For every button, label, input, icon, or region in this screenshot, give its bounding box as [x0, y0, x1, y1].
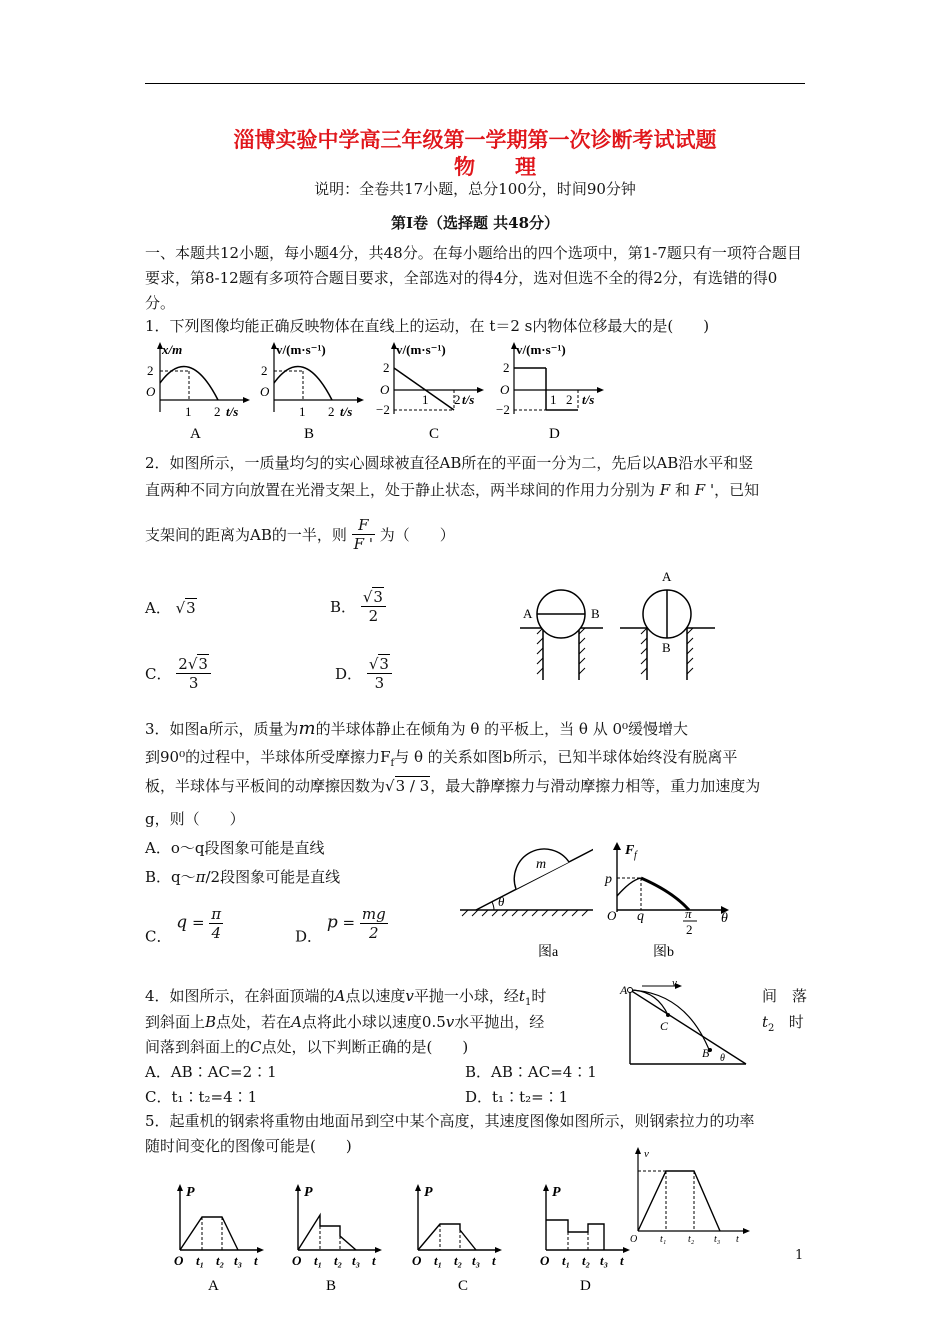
q2-label-b2: B [662, 640, 671, 655]
svg-text:t₃: t₃ [714, 1234, 721, 1245]
q1a-origin: O [146, 384, 156, 399]
q1b-tick-2: 2 [261, 363, 268, 378]
q1c-tick-1: 1 [422, 392, 429, 407]
q4-fig-C: C [660, 1019, 669, 1033]
q1d-xlabel: t/s [582, 392, 595, 407]
q3-figure-a [458, 838, 593, 963]
q2-option-a: A． √3 [145, 599, 196, 617]
instructions: 一、本题共12小题，每小题4分，共48分。在每小题给出的四个选项中，第1-7题只有一项符合题目要求，第8-12题有多项符合题目要求，全部选对的得4分，选对但选不全的得2分，有选错的得0分。 [145, 244, 802, 312]
q4-line2-tail: $t_2$ 时 [762, 1013, 804, 1034]
q3b-f-sub: f [634, 850, 637, 861]
svg-text:t₃: t₃ [600, 1253, 609, 1268]
q5-option-d: D [580, 1278, 591, 1294]
q2-label-a2: A [662, 569, 672, 584]
svg-text:t₁: t₁ [562, 1253, 571, 1268]
q1-graph-a [146, 342, 250, 442]
q5-graph-d [540, 1184, 630, 1294]
q5-graphs [160, 1180, 640, 1298]
q1d-tick-neg2: −2 [496, 402, 510, 417]
q4-fig-v: v [672, 980, 677, 989]
section-heading: 第Ⅰ卷（选择题 共48分） [390, 214, 560, 232]
q1-option-c: C [429, 426, 440, 442]
q1-graph-d [496, 342, 604, 442]
q5-graph-a [174, 1184, 264, 1294]
q3b-pi: π [685, 906, 692, 921]
q1-graph-c [376, 342, 484, 442]
q1-option-d: D [549, 426, 560, 442]
q3b-theta: θ [721, 911, 728, 926]
q3a-m: m [536, 857, 547, 872]
q3b-q: q [637, 909, 644, 924]
q3-option-a: A．o～q段图象可能是直线 [145, 839, 325, 857]
svg-text:t₂: t₂ [334, 1253, 343, 1268]
q5-line2: 随时间变化的图像可能是( ) [145, 1137, 352, 1155]
q5-option-b: B [326, 1278, 337, 1294]
svg-text:t₁: t₁ [314, 1253, 323, 1268]
q1a-tick-2: 2 [147, 363, 154, 378]
q3b-O: O [607, 908, 617, 923]
svg-text:t₂: t₂ [216, 1253, 225, 1268]
q3-option-c: C． q = $\frac{\pi}{4}$ [145, 905, 222, 946]
q1d-origin: O [500, 382, 510, 397]
q4-fig-B: B [702, 1046, 710, 1060]
svg-text:t₃: t₃ [472, 1253, 481, 1268]
q2-ratio: $\frac{F}{F '}$ [353, 516, 373, 553]
svg-text:t₂: t₂ [582, 1253, 591, 1268]
q5-velocity-graph [628, 1145, 758, 1245]
q5a-ylabel: P [186, 1185, 195, 1200]
q1b-tick-2x: 2 [328, 404, 335, 419]
q1d-ylabel: v/(m·s⁻¹) [516, 342, 566, 357]
exam-title: 淄博实验中学高三年级第一学期第一次诊断考试试题 [233, 127, 717, 152]
q1-option-a: A [190, 426, 201, 442]
svg-text:O: O [292, 1253, 302, 1268]
q5-option-c: C [458, 1278, 469, 1294]
q4-option-b: B．AB∶AC=4∶1 [465, 1063, 597, 1081]
q3-line3: 板，半球体与平板间的动摩擦因数为√3 / 3，最大静摩擦力与滑动摩擦力相等，重力加速度为 [145, 777, 761, 795]
svg-text:t: t [736, 1234, 739, 1245]
q3b-p: p [605, 872, 612, 887]
q1a-tick-1: 1 [185, 404, 192, 419]
q4-line1-tail: 间 落 [762, 987, 808, 1005]
q2-label-a1: A [523, 606, 533, 621]
q2-option-c: C． $\frac{2√3}{3}$ [145, 655, 211, 692]
q5c-ylabel: P [424, 1185, 433, 1200]
q5-graph-b [292, 1184, 382, 1294]
svg-text:t₁: t₁ [196, 1253, 205, 1268]
q4-figure [616, 980, 750, 1068]
svg-text:t₂: t₂ [688, 1234, 695, 1245]
q2-option-b: B． $\frac{√3}{2}$ [330, 588, 386, 625]
q1a-tick-2x: 2 [214, 404, 221, 419]
q3-option-d: D． p = $\frac{mg}{2}$ [295, 905, 386, 946]
q1a-xlabel: t/s [226, 404, 239, 419]
q1c-origin: O [380, 382, 390, 397]
q4-fig-theta: θ [720, 1053, 725, 1064]
q2-label-b1: B [591, 606, 600, 621]
q3-line2: 到90⁰的过程中，半球体所受摩擦力$F_f$与 θ 的关系如图b所示，已知半球体始终没有脱离平 [145, 748, 738, 769]
q5d-ylabel: P [552, 1185, 561, 1200]
q3b-Ff: F [625, 843, 635, 858]
q5-graph-c [412, 1184, 502, 1294]
q5-line1: 5．起重机的钢索将重物由地面吊到空中某个高度，其速度图像如图所示，则钢索拉力的功率 [145, 1112, 755, 1130]
q4-line1: 4．如图所示，在斜面顶端的A点以速度v平抛一小球，经$t_1$时 [145, 987, 547, 1008]
q1-option-b: B [304, 426, 315, 442]
q2-line2: 直两种不同方向放置在光滑支架上，处于静止状态，两半球间的作用力分别为 F 和 F '，已知 [145, 481, 760, 499]
q1b-tick-1: 1 [299, 404, 306, 419]
svg-text:t₁: t₁ [660, 1234, 667, 1245]
svg-text:t₁: t₁ [434, 1253, 443, 1268]
q3-line4: g，则（ ） [145, 810, 245, 828]
q1b-origin: O [260, 384, 270, 399]
svg-text:O: O [630, 1234, 638, 1245]
q4-option-d: D．t₁∶t₂=∶1 [465, 1088, 569, 1106]
q4-option-c: C．t₁∶t₂=4∶1 [145, 1088, 258, 1106]
q3-option-b: B．q～π/2段图象可能是直线 [145, 868, 341, 886]
svg-text:O: O [412, 1253, 422, 1268]
q1c-tick-neg2: −2 [376, 402, 390, 417]
q2-option-d: D． $\frac{√3}{3}$ [335, 655, 392, 692]
q4-fig-A: A [620, 983, 628, 997]
exam-note: 说明：全卷共17小题，总分100分，时间90分钟 [314, 180, 636, 198]
q1c-tick-2: 2 [383, 360, 390, 375]
svg-text:O: O [540, 1253, 550, 1268]
q3a-caption: 图a [538, 945, 559, 960]
svg-text:t₃: t₃ [352, 1253, 361, 1268]
svg-text:t: t [254, 1253, 258, 1268]
q1c-tick-2x: 2 [454, 392, 461, 407]
q2-line1: 2．如图所示，一质量均匀的实心圆球被直径AB所在的平面一分为二，先后以AB沿水平和竖 [145, 454, 754, 472]
svg-text:t: t [620, 1253, 624, 1268]
svg-text:t: t [372, 1253, 376, 1268]
q4-line3: 间落到斜面上的C点处，以下判断正确的是( ) [145, 1038, 469, 1056]
svg-text:O: O [174, 1253, 184, 1268]
q1c-xlabel: t/s [462, 392, 475, 407]
q1-graphs [140, 338, 620, 446]
q5v-ylabel: v [644, 1148, 649, 1160]
header-rule [145, 83, 805, 84]
svg-text:t: t [492, 1253, 496, 1268]
q5-option-a: A [208, 1278, 219, 1294]
q4-option-a: A．AB∶AC=2∶1 [145, 1063, 277, 1081]
q1-stem: 1．下列图像均能正确反映物体在直线上的运动，在 t＝2 s内物体位移最大的是( ) [145, 317, 710, 335]
q1c-ylabel: v/(m·s⁻¹) [396, 342, 446, 357]
q3b-caption: 图b [653, 945, 674, 960]
q1-graph-b [260, 342, 364, 442]
svg-text:t₂: t₂ [454, 1253, 463, 1268]
q1b-xlabel: t/s [340, 404, 353, 419]
q3a-theta: θ [498, 894, 505, 909]
q4-line2: 到斜面上B点处，若在A点将此小球以速度0.5v水平抛出，经 [145, 1013, 545, 1031]
q2-line3: 支架间的距离为AB的一半，则 $\frac{F}{F '}$ 为（ ） [145, 516, 455, 553]
q3b-two: 2 [686, 922, 693, 937]
page-number: 1 [795, 1248, 804, 1263]
q1d-tick-2: 2 [503, 360, 510, 375]
svg-text:t₃: t₃ [234, 1253, 243, 1268]
exam-subject: 物理 [454, 154, 576, 179]
q5b-ylabel: P [304, 1185, 313, 1200]
q1b-ylabel: v/(m·s⁻¹) [276, 342, 326, 357]
q3-figure-b [603, 840, 738, 962]
q2-figure [515, 568, 720, 686]
q1a-ylabel: x/m [162, 342, 183, 357]
q3-line1: 3．如图a所示，质量为m的半球体静止在倾角为 θ 的平板上，当 θ 从 0⁰缓慢增大 [145, 718, 689, 739]
q1d-tick-1: 1 [550, 392, 557, 407]
q1d-tick-2x: 2 [566, 392, 573, 407]
